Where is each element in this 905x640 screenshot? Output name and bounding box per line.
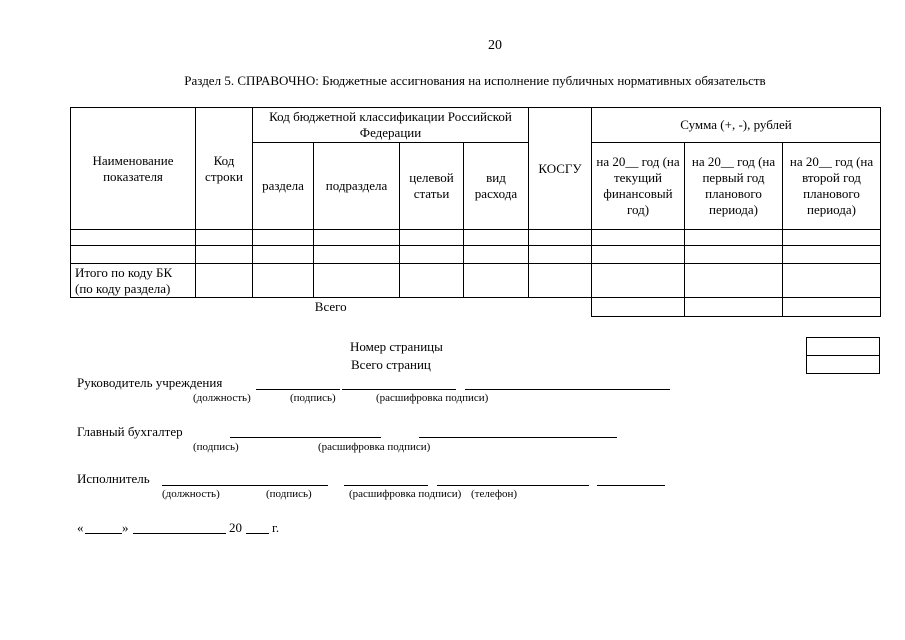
- table-cell[interactable]: [685, 264, 783, 298]
- executor-position-line[interactable]: [162, 485, 328, 486]
- header-year3: на 20__ год (на второй год планового периода): [783, 143, 881, 230]
- executor-label: Исполнитель: [77, 471, 150, 486]
- total-year2-cell[interactable]: [685, 298, 783, 317]
- position-caption: (должность): [193, 392, 251, 404]
- table-cell[interactable]: [783, 230, 881, 246]
- signature-caption: (подпись): [193, 441, 239, 453]
- table-cell[interactable]: [196, 230, 253, 246]
- decoding-caption: (расшифровка подписи): [318, 441, 431, 453]
- header-kosgu: КОСГУ: [529, 108, 592, 230]
- executor-decoding-line[interactable]: [437, 485, 589, 486]
- header-target: целевой статьи: [400, 143, 464, 230]
- accountant-decoding-line[interactable]: [419, 437, 617, 438]
- budget-table: [70, 107, 881, 317]
- accountant-signature-line[interactable]: [230, 437, 381, 438]
- table-row: [71, 246, 881, 264]
- accountant-label: Главный бухгалтер: [77, 424, 183, 439]
- table-cell[interactable]: [529, 246, 592, 264]
- table-row: [71, 230, 881, 246]
- table-cell[interactable]: [592, 264, 685, 298]
- total-row: [71, 298, 881, 317]
- table-cell[interactable]: [400, 230, 464, 246]
- table-cell[interactable]: [314, 264, 400, 298]
- head-signature-line[interactable]: [342, 389, 456, 390]
- table-cell[interactable]: [253, 264, 314, 298]
- date-quote-close: »: [122, 520, 129, 535]
- head-decoding-line[interactable]: [465, 389, 670, 390]
- date-day-line[interactable]: [85, 533, 122, 534]
- header-bk-group: Код бюджетной классификации Российской Федерации: [253, 108, 529, 143]
- table-cell[interactable]: [592, 246, 685, 264]
- signature-caption: (подпись): [290, 392, 336, 404]
- executor-signature-line[interactable]: [344, 485, 428, 486]
- header-expense: вид расхода: [464, 143, 529, 230]
- head-position-line[interactable]: [256, 389, 340, 390]
- header-podrazdel: подраздела: [314, 143, 400, 230]
- total-bk-label: Итого по коду БК (по коду раздела): [71, 264, 196, 298]
- date-month-line[interactable]: [133, 533, 226, 534]
- table-cell[interactable]: [783, 246, 881, 264]
- total-pages-field[interactable]: [807, 356, 880, 374]
- header-year2: на 20__ год (на первый год планового периода): [685, 143, 783, 230]
- table-cell[interactable]: [71, 230, 196, 246]
- page-number-label: Номер страницы: [350, 339, 443, 354]
- date-quote-open: «: [77, 520, 84, 535]
- table-cell[interactable]: [314, 230, 400, 246]
- table-cell[interactable]: [783, 264, 881, 298]
- pager-boxes: [806, 337, 880, 374]
- table-cell[interactable]: [253, 230, 314, 246]
- total-year3-cell[interactable]: [783, 298, 881, 317]
- table-cell[interactable]: [464, 264, 529, 298]
- table-cell[interactable]: [529, 230, 592, 246]
- table-cell[interactable]: [400, 246, 464, 264]
- header-code: Код строки: [196, 108, 253, 230]
- table-cell[interactable]: [685, 230, 783, 246]
- table-cell[interactable]: [71, 246, 196, 264]
- header-year1: на 20__ год (на текущий финансовый год): [592, 143, 685, 230]
- phone-caption: (телефон): [471, 488, 518, 500]
- table-cell[interactable]: [685, 246, 783, 264]
- total-label: Всего: [71, 298, 592, 317]
- table-cell[interactable]: [253, 246, 314, 264]
- header-razdel: раздела: [253, 143, 314, 230]
- total-pages-label: Всего страниц: [351, 357, 431, 372]
- table-cell[interactable]: [464, 246, 529, 264]
- position-caption: (должность): [162, 488, 220, 500]
- executor-phone-line[interactable]: [597, 485, 665, 486]
- table-cell[interactable]: [196, 246, 253, 264]
- table-cell[interactable]: [464, 230, 529, 246]
- decoding-caption: (расшифровка подписи): [349, 488, 462, 500]
- table-cell[interactable]: [314, 246, 400, 264]
- date-year-line[interactable]: [246, 533, 269, 534]
- signature-caption: (подпись): [266, 488, 312, 500]
- section-title: Раздел 5. СПРАВОЧНО: Бюджетные ассигнования на исполнение публичных нормативных обязательств: [184, 73, 766, 88]
- header-sum-group: Сумма (+, -), рублей: [592, 108, 881, 143]
- table-cell[interactable]: [196, 264, 253, 298]
- table-cell[interactable]: [400, 264, 464, 298]
- decoding-caption: (расшифровка подписи): [376, 392, 489, 404]
- date-year-prefix: 20: [229, 520, 242, 535]
- header-name: Наименование показателя: [71, 108, 196, 230]
- page-number-field[interactable]: [807, 338, 880, 356]
- total-bk-row: [71, 264, 881, 298]
- head-label: Руководитель учреждения: [77, 375, 223, 390]
- total-year1-cell[interactable]: [592, 298, 685, 317]
- date-year-suffix: г.: [272, 520, 280, 535]
- table-cell[interactable]: [529, 264, 592, 298]
- table-cell[interactable]: [592, 230, 685, 246]
- page-number: 20: [488, 38, 502, 53]
